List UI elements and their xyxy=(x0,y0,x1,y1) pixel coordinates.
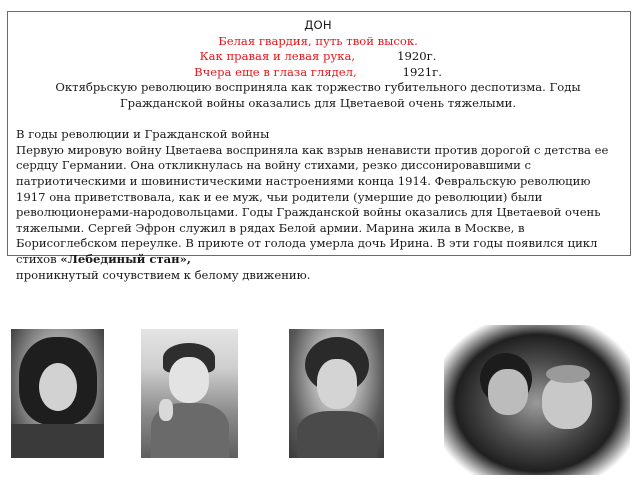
poem-line-3 xyxy=(16,65,620,81)
body-paragraph xyxy=(16,143,620,283)
poem-year: 1921г. xyxy=(402,64,442,79)
poem-line-1 xyxy=(16,34,620,50)
body-text: Первую мировую войну Цветаева восприняла как взрыв ненависти против дорогой с детства ее сердцу Германии. Она откликнулась на войну стихами, резко диссонировавшими с патриотическими и шовинистическими настроениями конца 1914. Февральскую революцию 1917 она приветствовала, как и ее муж, чьи родители (умершие до революции) были революционерами-народовольцами. Годы Гражданской войны оказались для Цветаевой очень тяжелыми. Сергей Эфрон служил в рядах Белой армии. Марина жила в Москве, в Борисоглебском переулке. В приюте от голода умерла дочь Ирина. В эти годы появился цикл стихов xyxy=(16,142,609,266)
text-box xyxy=(7,11,631,282)
poem-year: 1920г. xyxy=(397,49,437,64)
poem-line-text: Вчера еще в глаза глядел, xyxy=(194,64,357,79)
portrait-photo-1 xyxy=(11,329,104,458)
cycle-title: «Лебединый стан», xyxy=(60,251,191,266)
children-photo xyxy=(444,325,630,475)
section-title: В годы революции и Гражданской войны xyxy=(16,127,270,142)
poem-line-2 xyxy=(16,49,620,65)
poem-line-text: Белая гвардия, путь твой высок. xyxy=(218,33,418,48)
portrait-photo-3 xyxy=(289,329,384,458)
summary-text: Октябрьскую революцию восприняла как торжество губительного деспотизма. Годы Гражданской войны оказались для Цветаевой очень тяжелыми. xyxy=(55,80,581,110)
poem-line-text: Как правая и левая рука, xyxy=(199,49,356,64)
body-end: проникнутый сочувствием к белому движению. xyxy=(16,267,311,282)
heading: ДОН xyxy=(304,18,332,32)
portrait-photo-2 xyxy=(141,329,238,458)
